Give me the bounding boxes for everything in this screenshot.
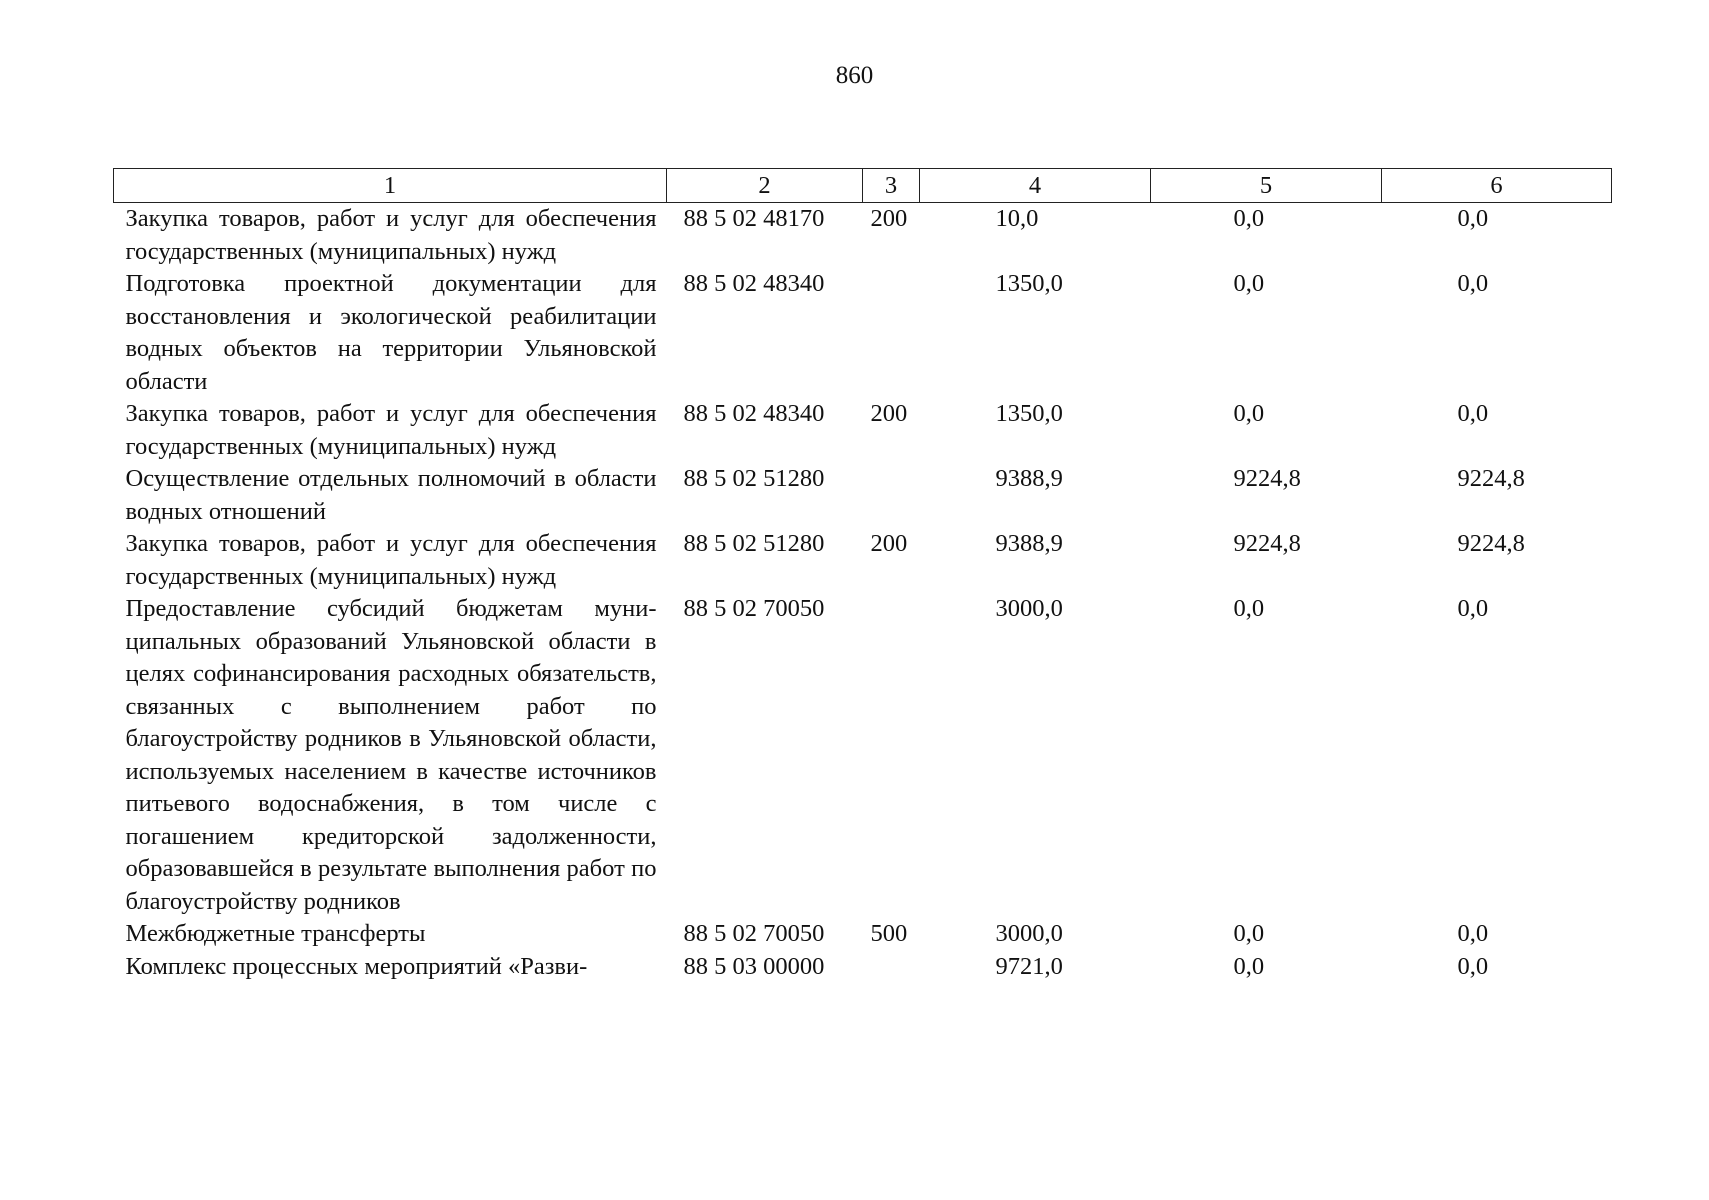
row-type <box>863 951 920 984</box>
row-code: 88 5 02 48340 <box>683 270 825 297</box>
row-type: 200 <box>870 205 908 232</box>
row-name: Закупка товаров, работ и услуг для обеспечения государственных (муниципальных) нужд <box>125 400 657 460</box>
row-name: Закупка товаров, работ и услуг для обеспечения государственных (муниципальных) нужд <box>125 205 657 265</box>
row-code: 88 5 03 00000 <box>683 952 825 980</box>
table-row <box>114 463 1612 528</box>
table-row <box>114 528 1612 593</box>
row-type <box>863 593 920 918</box>
row-value-6: 0,0 <box>1457 952 1489 980</box>
row-value-5: 0,0 <box>1233 400 1265 427</box>
row-type: 200 <box>870 400 908 427</box>
row-name: Закупка товаров, работ и услуг для обеспечения государственных (муниципальных) нужд <box>125 530 657 590</box>
row-value-5: 0,0 <box>1233 952 1265 980</box>
table-row <box>114 951 1612 984</box>
row-code: 88 5 02 48340 <box>683 400 825 427</box>
row-value-5: 9224,8 <box>1233 530 1301 557</box>
row-name: Комплекс процессных мероприятий «Разви- <box>125 952 588 980</box>
row-name: Межбюджетные трансферты <box>125 920 426 947</box>
row-type <box>863 268 920 398</box>
table-row <box>114 918 1612 951</box>
row-name: Подготовка проектной документации для восстановления и экологической реабилитации водных объектов на территории Ульяновской области <box>125 270 657 395</box>
row-type: 500 <box>870 920 908 947</box>
column-header-4: 4 <box>920 169 1151 203</box>
row-value-4: 9721,0 <box>995 952 1063 980</box>
row-type <box>863 463 920 528</box>
row-value-6: 0,0 <box>1457 920 1489 947</box>
row-value-6: 0,0 <box>1457 270 1489 297</box>
row-value-5: 0,0 <box>1233 920 1265 947</box>
row-value-6: 9224,8 <box>1457 465 1525 492</box>
row-code: 88 5 02 70050 <box>683 595 825 622</box>
row-type: 200 <box>870 530 908 557</box>
row-value-6: 0,0 <box>1457 400 1489 427</box>
row-code: 88 5 02 70050 <box>683 920 825 947</box>
row-name: Осуществление отдельных полномочий в области водных отношений <box>125 465 657 525</box>
table-row <box>114 593 1612 918</box>
row-value-5: 0,0 <box>1233 270 1265 297</box>
column-header-1: 1 <box>114 169 667 203</box>
row-value-4: 1350,0 <box>995 400 1063 427</box>
row-value-6: 0,0 <box>1457 205 1489 232</box>
row-name: Предоставление субсидий бюджетам муниципальных образований Ульяновской области в целях софинансирования расходных обязательств, связанных с выполнением работ по благоустройству родников в Ульяновской области, используемых населением в качестве источников питьевого водоснабжения, в том числе с погашением кредиторской задолженности, образовавшейся в результате выполнения работ по благоустройству родников <box>125 595 657 915</box>
table-header-row <box>114 169 1612 203</box>
row-code: 88 5 02 51280 <box>683 465 825 492</box>
page-number: 860 <box>835 62 874 89</box>
table-row <box>114 203 1612 269</box>
row-value-4: 3000,0 <box>995 595 1063 622</box>
row-value-4: 1350,0 <box>995 270 1063 297</box>
row-value-4: 9388,9 <box>995 530 1063 557</box>
table-row <box>114 398 1612 463</box>
column-header-6: 6 <box>1382 169 1612 203</box>
table-row <box>114 268 1612 398</box>
row-code: 88 5 02 48170 <box>683 205 825 232</box>
row-value-4: 9388,9 <box>995 465 1063 492</box>
row-value-4: 3000,0 <box>995 920 1063 947</box>
column-header-3: 3 <box>863 169 920 203</box>
column-header-5: 5 <box>1151 169 1382 203</box>
row-code: 88 5 02 51280 <box>683 530 825 557</box>
budget-table <box>113 168 1612 983</box>
row-value-5: 0,0 <box>1233 595 1265 622</box>
row-value-6: 0,0 <box>1457 595 1489 622</box>
row-value-5: 0,0 <box>1233 205 1265 232</box>
row-value-5: 9224,8 <box>1233 465 1301 492</box>
column-header-2: 2 <box>667 169 863 203</box>
row-value-4: 10,0 <box>995 205 1039 232</box>
row-value-6: 9224,8 <box>1457 530 1525 557</box>
